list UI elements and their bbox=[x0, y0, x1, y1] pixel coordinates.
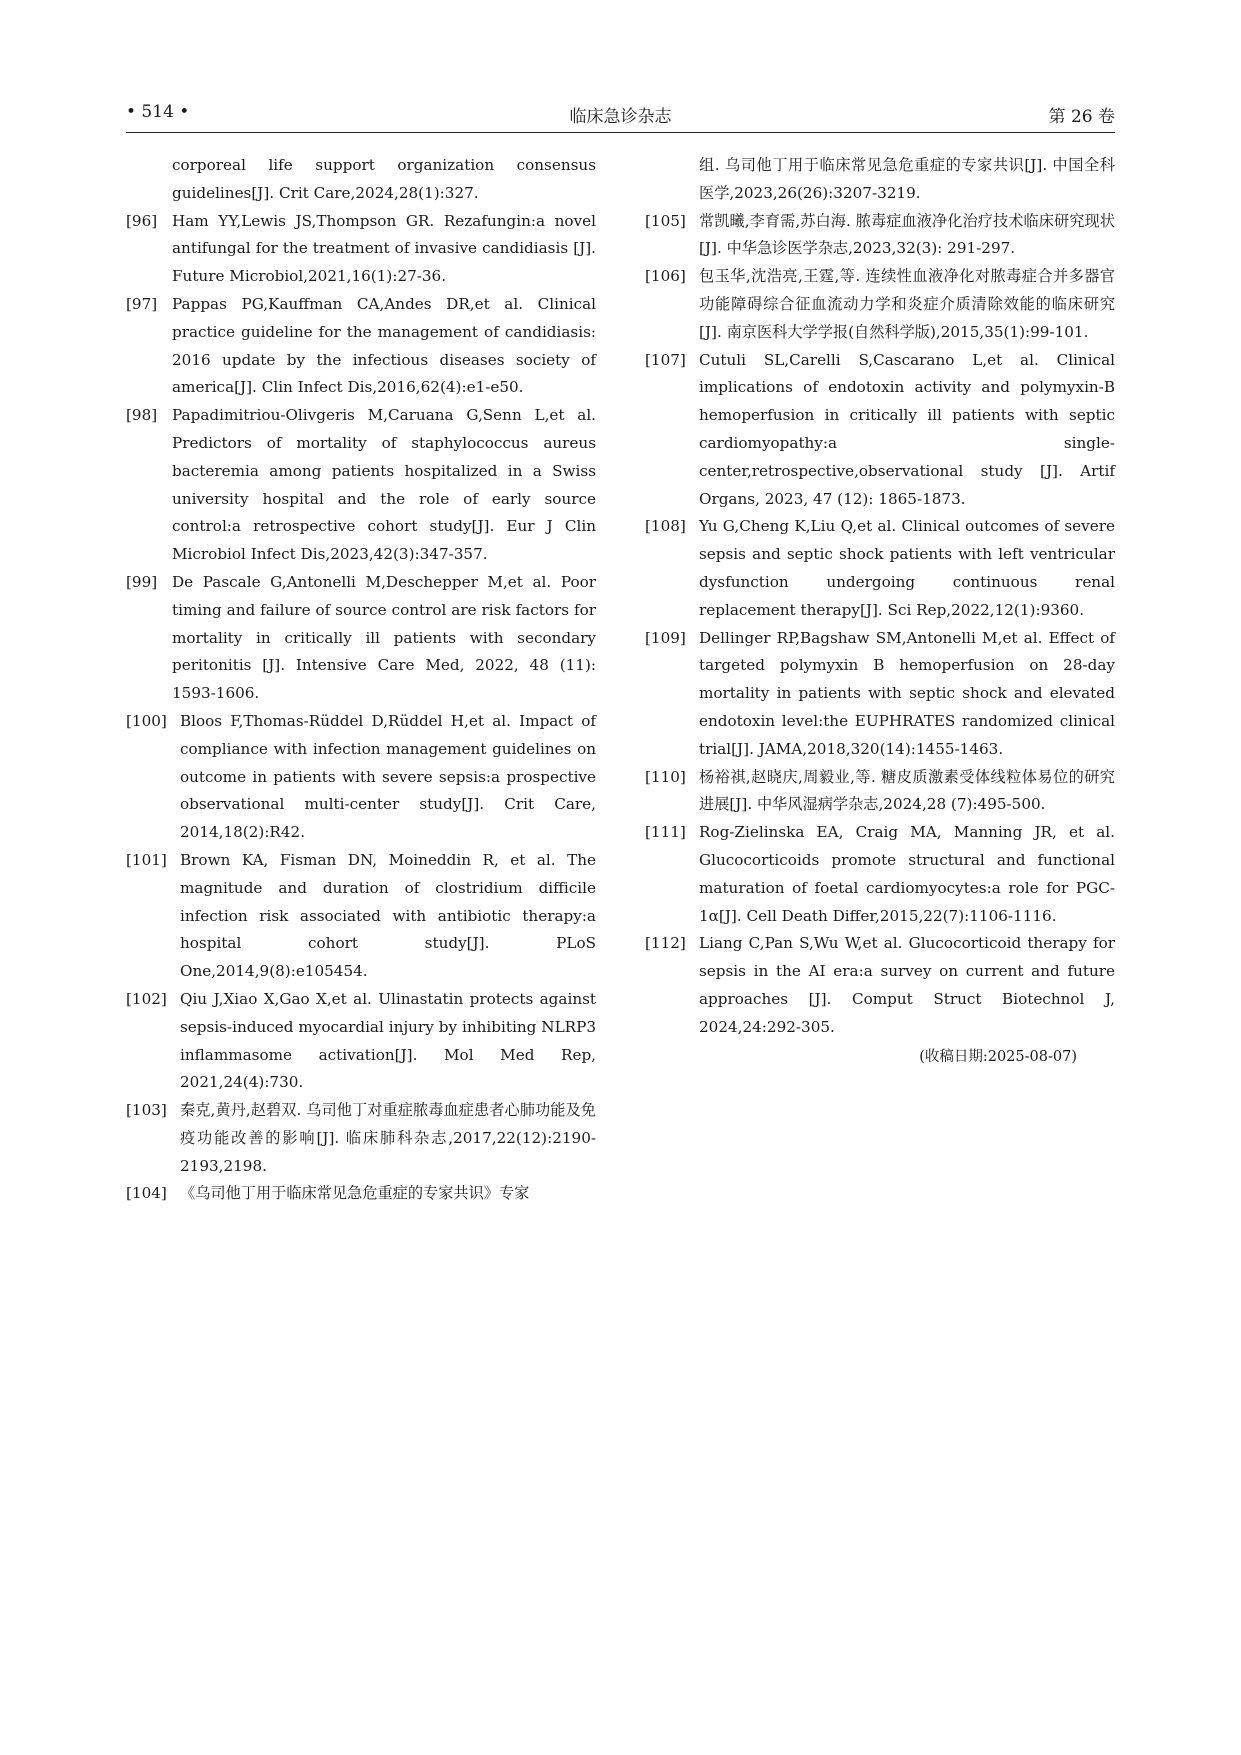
reference-text: Pappas PG,Kauffman CA,Andes DR,et al. Clinical practice guideline for the management of candidiasis: 2016 update by the infectious diseases society of america[J]. Clin Infect Dis,2016,62(4):e1-e50. bbox=[172, 294, 596, 397]
reference-text: Liang C,Pan S,Wu W,et al. Glucocorticoid therapy for sepsis in the AI era:a survey on current and future approaches [J]. Comput Struct Biotechnol J, 2024,24:292-305. bbox=[699, 934, 1115, 1036]
reference-112 bbox=[645, 930, 1115, 1041]
page-number: • 514 • bbox=[126, 102, 190, 122]
reference-text: corporeal life support organization consensus guidelines[J]. Crit Care,2024,28(1):327. bbox=[172, 156, 596, 202]
reference-number: [111] bbox=[645, 823, 686, 842]
reference-number: [110] bbox=[645, 767, 686, 786]
reference-text: 常凯曦,李育需,苏白海. 脓毒症血液净化治疗技术临床研究现状[J]. 中华急诊医学杂志,2023,32(3): 291-297. bbox=[699, 211, 1115, 258]
reference-number: [98] bbox=[126, 406, 158, 425]
reference-text: 《乌司他丁用于临床常见急危重症的专家共识》专家 bbox=[180, 1184, 530, 1203]
reference-text: Yu G,Cheng K,Liu Q,et al. Clinical outcomes of severe sepsis and septic shock patients with left ventricular dysfunction undergoing continuous renal replacement therapy[J]. Sci Rep,2022,12(1):9360. bbox=[699, 517, 1115, 619]
reference-text: Rog-Zielinska EA, Craig MA, Manning JR, et al. Glucocorticoids promote structural and functional maturation of foetal cardiomyocytes:a role for PGC-1α[J]. Cell Death Differ,2015,22(7):1106-1116. bbox=[699, 823, 1115, 925]
reference-number: [106] bbox=[645, 267, 686, 286]
reference-number: [108] bbox=[645, 517, 686, 536]
reference-text: 秦克,黄丹,赵碧双. 乌司他丁对重症脓毒血症患者心肺功能及免疫功能改善的影响[J]. 临床肺科杂志,2017,22(12):2190-2193,2198. bbox=[180, 1101, 596, 1175]
reference-103 bbox=[126, 1097, 596, 1180]
right-column bbox=[645, 152, 1115, 1071]
reference-number: [101] bbox=[126, 850, 167, 869]
reference-104 bbox=[126, 1180, 596, 1208]
reference-continuation bbox=[645, 152, 1115, 208]
reference-text: De Pascale G,Antonelli M,Deschepper M,et al. Poor timing and failure of source control are risk factors for mortality in critically ill patients with secondary peritonitis [J]. Intensive Care Med, 2022, 48 (11): 1593-1606. bbox=[172, 572, 596, 703]
reference-111 bbox=[645, 819, 1115, 930]
reference-97 bbox=[126, 291, 596, 402]
page-header bbox=[126, 98, 1115, 133]
reference-110 bbox=[645, 764, 1115, 820]
reference-text: 杨裕祺,赵晓庆,周毅业,等. 糖皮质激素受体线粒体易位的研究进展[J]. 中华风湿病学杂志,2024,28 (7):495-500. bbox=[699, 767, 1115, 814]
reference-108 bbox=[645, 513, 1115, 624]
reference-text: 组. 乌司他丁用于临床常见急危重症的专家共识[J]. 中国全科医学,2023,26(26):3207-3219. bbox=[699, 156, 1115, 202]
reference-text: Cutuli SL,Carelli S,Cascarano L,et al. Clinical implications of endotoxin activity and polymyxin-B hemoperfusion in critically ill patients with septic cardiomyopathy:a single-center,retrospective,observational study [J]. Artif Organs, 2023, 47 (12): 1865-1873. bbox=[699, 350, 1115, 508]
reference-number: [104] bbox=[126, 1184, 167, 1203]
reference-text: Brown KA, Fisman DN, Moineddin R, et al. The magnitude and duration of clostridium difficile infection risk associated with antibiotic therapy:a hospital cohort study[J]. PLoS One,2014,9(8):e105454. bbox=[180, 850, 596, 981]
reference-number: [99] bbox=[126, 572, 158, 591]
left-column bbox=[126, 152, 596, 1208]
reference-100 bbox=[126, 708, 596, 847]
reference-107 bbox=[645, 347, 1115, 514]
reference-101 bbox=[126, 847, 596, 986]
reference-105 bbox=[645, 208, 1115, 264]
reference-109 bbox=[645, 625, 1115, 764]
reference-number: [100] bbox=[126, 711, 167, 730]
volume-label: 第 26 卷 bbox=[1048, 107, 1115, 127]
reference-number: [103] bbox=[126, 1101, 167, 1120]
reference-98 bbox=[126, 402, 596, 569]
reference-number: [109] bbox=[645, 628, 686, 647]
reference-102 bbox=[126, 986, 596, 1097]
reference-text: Bloos F,Thomas-Rüddel D,Rüddel H,et al. Impact of compliance with infection management guidelines on outcome in patients with severe sepsis:a prospective observational multi-center study[J]. Crit Care, 2014,18(2):R42. bbox=[180, 711, 596, 842]
reference-96 bbox=[126, 208, 596, 291]
reference-text: Qiu J,Xiao X,Gao X,et al. Ulinastatin protects against sepsis-induced myocardial injury by inhibiting NLRP3 inflammasome activation[J]. Mol Med Rep, 2021,24(4):730. bbox=[180, 989, 596, 1092]
reference-number: [112] bbox=[645, 934, 686, 953]
reference-text: Ham YY,Lewis JS,Thompson GR. Rezafungin:a novel antifungal for the treatment of invasive candidiasis [J]. Future Microbiol,2021,16(1):27-36. bbox=[172, 211, 596, 286]
reference-text: Papadimitriou-Olivgeris M,Caruana G,Senn L,et al. Predictors of mortality of staphylococcus aureus bacteremia among patients hospitalized in a Swiss university hospital and the role of early source control:a retrospective cohort study[J]. Eur J Clin Microbiol Infect Dis,2023,42(3):347-357. bbox=[172, 406, 596, 564]
received-date: (收稿日期:2025-08-07) bbox=[919, 1048, 1077, 1065]
reference-number: [105] bbox=[645, 211, 686, 230]
reference-number: [107] bbox=[645, 350, 686, 369]
reference-text: 包玉华,沈浩亮,王霆,等. 连续性血液净化对脓毒症合并多器官功能障碍综合征血流动力学和炎症介质清除效能的临床研究[J]. 南京医科大学学报(自然科学版),2015,35(1):99-101. bbox=[699, 267, 1115, 341]
reference-99 bbox=[126, 569, 596, 708]
reference-continuation bbox=[126, 152, 596, 208]
reference-number: [102] bbox=[126, 989, 167, 1008]
journal-title: 临床急诊杂志 bbox=[569, 107, 672, 127]
reference-106 bbox=[645, 263, 1115, 346]
reference-text: Dellinger RP,Bagshaw SM,Antonelli M,et al. Effect of targeted polymyxin B hemoperfusion on 28-day mortality in patients with septic shock and elevated endotoxin level:the EUPHRATES randomized clinical trial[J]. JAMA,2018,320(14):1455-1463. bbox=[699, 628, 1115, 758]
reference-number: [96] bbox=[126, 211, 158, 230]
reference-number: [97] bbox=[126, 294, 158, 313]
